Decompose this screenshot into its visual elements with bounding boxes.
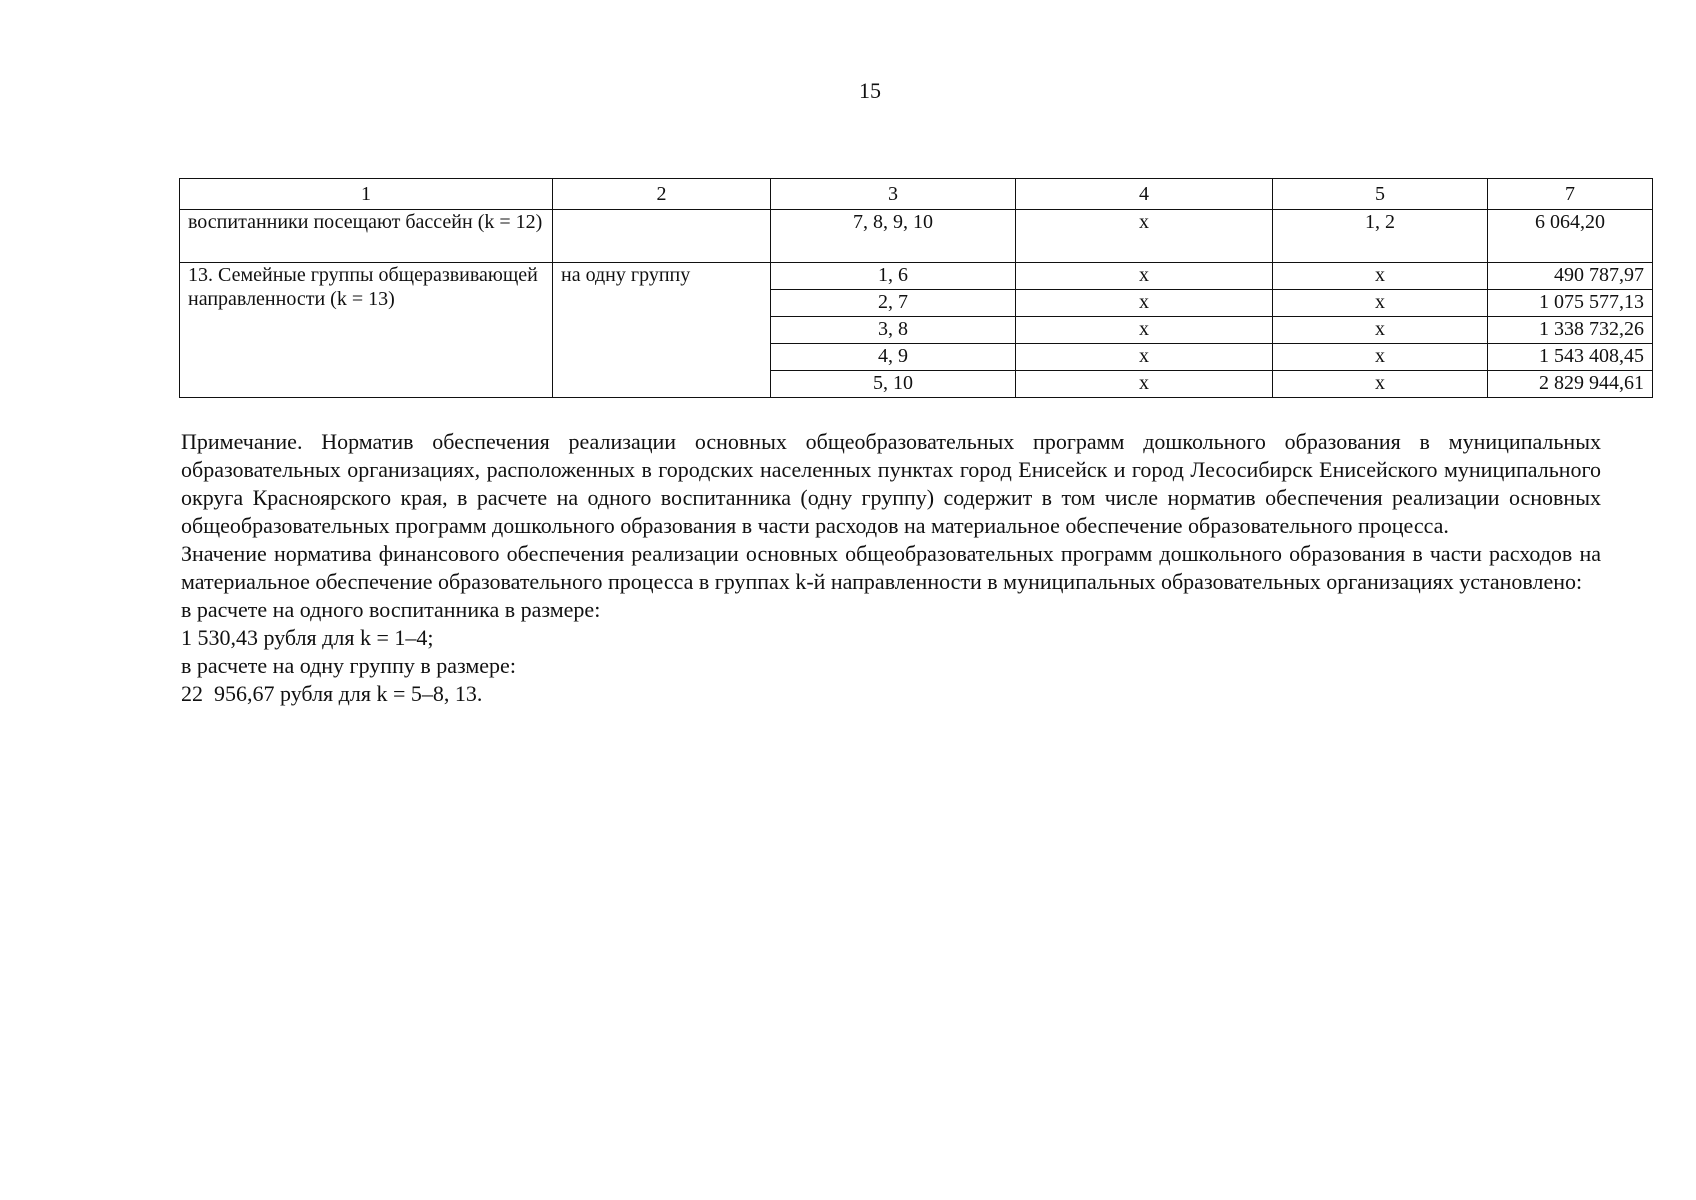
pool-col4-cell: x	[1016, 210, 1273, 263]
group13-col3-cell: 4, 9	[771, 344, 1016, 371]
group13-col4-cell: x	[1016, 290, 1273, 317]
group13-col5-cell: x	[1273, 317, 1488, 344]
table-header-row	[180, 179, 1653, 210]
header-col-3: 3	[771, 179, 1016, 210]
per-pupil-heading: в расчете на одного воспитанника в размере:	[181, 597, 601, 622]
per-group-value: 22 956,67 рубля для k = 5–8, 13.	[181, 681, 483, 706]
group13-value-cell: 1 338 732,26	[1488, 317, 1653, 344]
group13-col4-cell: x	[1016, 371, 1273, 398]
group13-col5-cell: x	[1273, 371, 1488, 398]
header-col-7: 7	[1488, 179, 1653, 210]
group13-col4-cell: x	[1016, 317, 1273, 344]
header-col-2: 2	[553, 179, 771, 210]
group13-col3-cell: 2, 7	[771, 290, 1016, 317]
pool-col3-cell: 7, 8, 9, 10	[771, 210, 1016, 263]
group13-col5-cell: x	[1273, 290, 1488, 317]
per-pupil-value: 1 530,43 рубля для k = 1–4;	[181, 625, 434, 650]
group13-col3-cell: 3, 8	[771, 317, 1016, 344]
group13-col5-cell: x	[1273, 344, 1488, 371]
norm-table	[179, 178, 1653, 398]
note-block	[181, 428, 1601, 708]
note-paragraph: Примечание. Норматив обеспечения реализации основных общеобразовательных программ дошкольного образования в муниципальных образовательных организациях, расположенных в городских населенных пунктах город Енисейск и город Лесосибирск Енисейского муниципального округа Красноярского края, в расчете на одного воспитанника (одну группу) содержит в том числе норматив обеспечения реализации основных общеобразовательных программ дошкольного образования в части расходов на материальное обеспечение образовательного процесса.	[181, 429, 1601, 538]
header-col-5: 5	[1273, 179, 1488, 210]
group13-value-cell: 1 075 577,13	[1488, 290, 1653, 317]
group13-value-cell: 2 829 944,61	[1488, 371, 1653, 398]
group13-name-cell: 13. Семейные группы общеразвивающей направленности (k = 13)	[180, 263, 553, 398]
group13-col4-cell: x	[1016, 263, 1273, 290]
table-row-group13-1	[180, 263, 1653, 290]
page-number: 15	[859, 78, 881, 103]
per-group-heading: в расчете на одну группу в размере:	[181, 653, 516, 678]
group13-col4-cell: x	[1016, 344, 1273, 371]
pool-col5-cell: 1, 2	[1273, 210, 1488, 263]
group13-col3-cell: 1, 6	[771, 263, 1016, 290]
header-col-1: 1	[180, 179, 553, 210]
group13-col5-cell: x	[1273, 263, 1488, 290]
pool-name-cell: воспитанники посещают бассейн (k = 12)	[180, 210, 553, 263]
group13-col3-cell: 5, 10	[771, 371, 1016, 398]
group13-value-cell: 490 787,97	[1488, 263, 1653, 290]
pool-value-cell: 6 064,20	[1488, 210, 1653, 263]
header-col-4: 4	[1016, 179, 1273, 210]
norm-value-paragraph: Значение норматива финансового обеспечения реализации основных общеобразовательных программ дошкольного образования в части расходов на материальное обеспечение образовательного процесса в группах k-й направленности в муниципальных образовательных организациях установлено:	[181, 541, 1601, 594]
group13-unit-cell: на одну группу	[553, 263, 771, 398]
pool-unit-cell	[553, 210, 771, 263]
table-row-pool	[180, 210, 1653, 263]
group13-value-cell: 1 543 408,45	[1488, 344, 1653, 371]
